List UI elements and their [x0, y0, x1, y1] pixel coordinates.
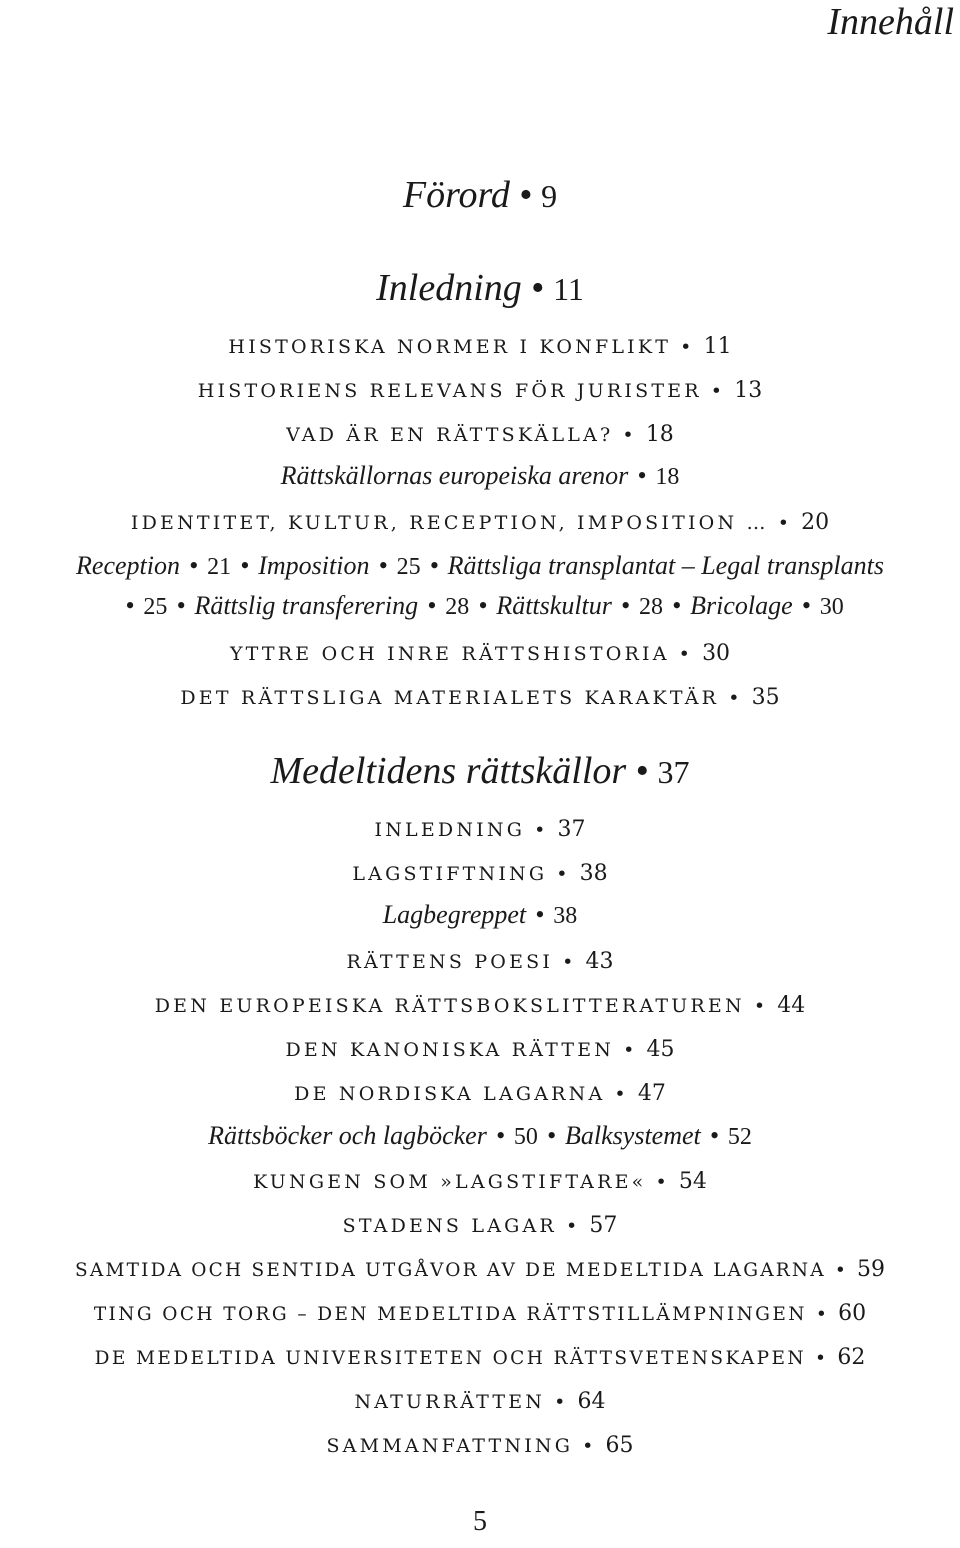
toc-title: DE MEDELTIDA UNIVERSITETEN OCH RÄTTSVETENSKAPEN	[94, 1348, 807, 1369]
toc-chapter	[0, 748, 960, 795]
bullet-icon: •	[777, 512, 793, 534]
toc-title: TING OCH TORG – DEN MEDELTIDA RÄTTSTILLÄMPNINGEN	[93, 1304, 807, 1325]
toc-section	[0, 684, 960, 712]
toc-title: DET RÄTTSLIGA MATERIALETS KARAKTÄR	[180, 687, 720, 709]
bullet-icon: •	[535, 900, 545, 929]
toc-page: 18	[645, 422, 674, 447]
toc-section	[0, 816, 960, 844]
bullet-icon: •	[678, 643, 694, 665]
bullet-icon: •	[655, 1171, 670, 1193]
toc-title: LAGSTIFTNING	[352, 863, 548, 885]
toc-title: SAMMANFATTNING	[326, 1435, 574, 1457]
toc-section	[0, 509, 960, 537]
toc-page: 25	[143, 594, 168, 620]
toc-section	[0, 860, 960, 888]
toc-section	[0, 992, 960, 1020]
bullet-icon: •	[554, 1391, 569, 1413]
toc-section	[0, 1168, 960, 1196]
toc-page: 30	[702, 641, 731, 666]
bullet-icon: •	[546, 1121, 557, 1150]
bullet-icon: •	[530, 267, 545, 309]
toc-subsection	[0, 460, 960, 493]
toc-page: 60	[838, 1301, 867, 1326]
toc-subsection	[0, 899, 960, 932]
toc-section	[0, 1344, 960, 1373]
toc-title: Reception	[76, 551, 180, 580]
toc-section	[0, 1212, 960, 1240]
bullet-icon: •	[189, 551, 199, 580]
toc-title: YTTRE OCH INRE RÄTTSHISTORIA	[229, 643, 670, 665]
bullet-icon: •	[565, 1215, 581, 1237]
toc-title: NATURRÄTTEN	[354, 1391, 546, 1413]
bullet-icon: •	[518, 174, 533, 216]
bullet-icon: •	[623, 1039, 638, 1061]
toc-title: Balksystemet	[565, 1121, 701, 1150]
toc-title: Bricolage	[690, 591, 793, 620]
toc-section	[0, 948, 960, 976]
toc-title: Rättslig transferering	[194, 591, 419, 620]
bullet-icon: •	[620, 591, 630, 620]
toc-title: Imposition	[258, 551, 370, 580]
toc-title: IDENTITET, KULTUR, RECEPTION, IMPOSITION …	[130, 512, 769, 534]
toc-section	[0, 333, 960, 361]
bullet-icon: •	[614, 1083, 629, 1105]
toc-subsection-run	[0, 590, 960, 623]
toc-title: VAD ÄR EN RÄTTSKÄLLA?	[286, 424, 614, 446]
bullet-icon: •	[635, 750, 649, 792]
toc-page: 9	[541, 178, 558, 214]
toc-section	[0, 1300, 960, 1329]
bullet-icon: •	[680, 336, 695, 358]
toc-page: 20	[801, 510, 830, 535]
toc-title: RÄTTENS POESI	[346, 951, 554, 973]
toc-page: 18	[655, 464, 680, 490]
page-number: 5	[473, 1506, 487, 1537]
bullet-icon: •	[378, 551, 388, 580]
toc-page: 57	[589, 1213, 618, 1238]
toc-page: 38	[579, 861, 608, 886]
bullet-icon: •	[240, 551, 250, 580]
bullet-icon: •	[801, 591, 811, 620]
toc-page: 62	[837, 1345, 866, 1370]
bullet-icon: •	[709, 1121, 719, 1150]
bullet-icon: •	[834, 1260, 848, 1281]
toc-header: Innehåll	[827, 1, 954, 43]
toc-title: Förord	[402, 174, 510, 216]
bullet-icon: •	[710, 380, 726, 402]
toc-page: 30	[819, 594, 844, 620]
toc-chapter	[0, 265, 960, 312]
bullet-icon: •	[753, 995, 769, 1017]
toc-title: Rättskultur	[496, 591, 612, 620]
toc-page: 65	[605, 1433, 634, 1458]
bullet-icon: •	[582, 1435, 597, 1457]
toc-page: 59	[856, 1257, 885, 1282]
bullet-icon: •	[125, 591, 135, 620]
toc-chapter	[0, 172, 960, 219]
toc-page: 37	[557, 817, 586, 842]
bullet-icon: •	[427, 591, 437, 620]
toc-page: 64	[577, 1389, 606, 1414]
toc-title: Lagbegreppet	[382, 900, 527, 929]
toc-section	[0, 1080, 960, 1108]
toc-page: 44	[777, 993, 806, 1018]
toc-title: DEN EUROPEISKA RÄTTSBOKSLITTERATUREN	[154, 995, 745, 1017]
bullet-icon: •	[815, 1304, 830, 1325]
toc-page: 45	[646, 1037, 675, 1062]
toc-subsection-run	[0, 550, 960, 583]
toc-title: DEN KANONISKA RÄTTEN	[285, 1039, 615, 1061]
toc-title: DE NORDISKA LAGARNA	[294, 1083, 606, 1105]
bullet-icon: •	[495, 1121, 505, 1150]
toc-section	[0, 421, 960, 449]
toc-section	[0, 377, 960, 405]
bullet-icon: •	[637, 461, 647, 490]
toc-page: 37	[657, 754, 690, 790]
bullet-icon: •	[429, 551, 439, 580]
bullet-icon: •	[176, 591, 186, 620]
bullet-icon: •	[534, 819, 549, 841]
toc-page: 28	[639, 594, 663, 620]
toc-page: 35	[751, 685, 780, 710]
toc-page: 50	[513, 1124, 538, 1150]
toc-page: 43	[585, 949, 614, 974]
toc-title: INLEDNING	[374, 819, 526, 841]
toc-page: 11	[553, 271, 584, 307]
toc-page: 54	[678, 1169, 707, 1194]
toc-section	[0, 1256, 960, 1285]
toc-title: STADENS LAGAR	[342, 1215, 557, 1237]
toc-page: 38	[553, 903, 578, 929]
bullet-icon: •	[728, 687, 743, 709]
toc-page: 52	[727, 1124, 752, 1150]
toc-title: HISTORISKA NORMER I KONFLIKT	[228, 336, 672, 358]
toc-page: 47	[637, 1081, 666, 1106]
toc-page: 13	[734, 378, 763, 403]
bullet-icon: •	[622, 424, 637, 446]
toc-title: Medeltidens rättskällor	[270, 750, 627, 792]
toc-title: KUNGEN SOM »LAGSTIFTARE«	[253, 1171, 647, 1193]
bullet-icon: •	[478, 591, 488, 620]
toc-page: 28	[445, 594, 470, 620]
toc-page: 25	[396, 554, 421, 580]
toc-section	[0, 640, 960, 668]
toc-title: Rättsliga transplantat – Legal transplants	[447, 551, 884, 580]
bullet-icon: •	[672, 591, 682, 620]
toc-title: Rättskällornas europeiska arenor	[280, 461, 629, 490]
toc-title: SAMTIDA OCH SENTIDA UTGÅVOR AV DE MEDELTIDA LAGARNA	[75, 1260, 826, 1281]
bullet-icon: •	[815, 1348, 829, 1369]
toc-section	[0, 1388, 960, 1416]
toc-section	[0, 1036, 960, 1064]
bullet-icon: •	[556, 863, 571, 885]
toc-title: Inledning	[376, 267, 522, 309]
toc-page: 11	[703, 334, 732, 359]
toc-page: 21	[207, 554, 232, 580]
toc-title: HISTORIENS RELEVANS FÖR JURISTER	[197, 380, 702, 402]
toc-subsection-run	[0, 1120, 960, 1153]
toc-section	[0, 1432, 960, 1460]
toc-title: Rättsböcker och lagböcker	[208, 1121, 487, 1150]
bullet-icon: •	[562, 951, 577, 973]
